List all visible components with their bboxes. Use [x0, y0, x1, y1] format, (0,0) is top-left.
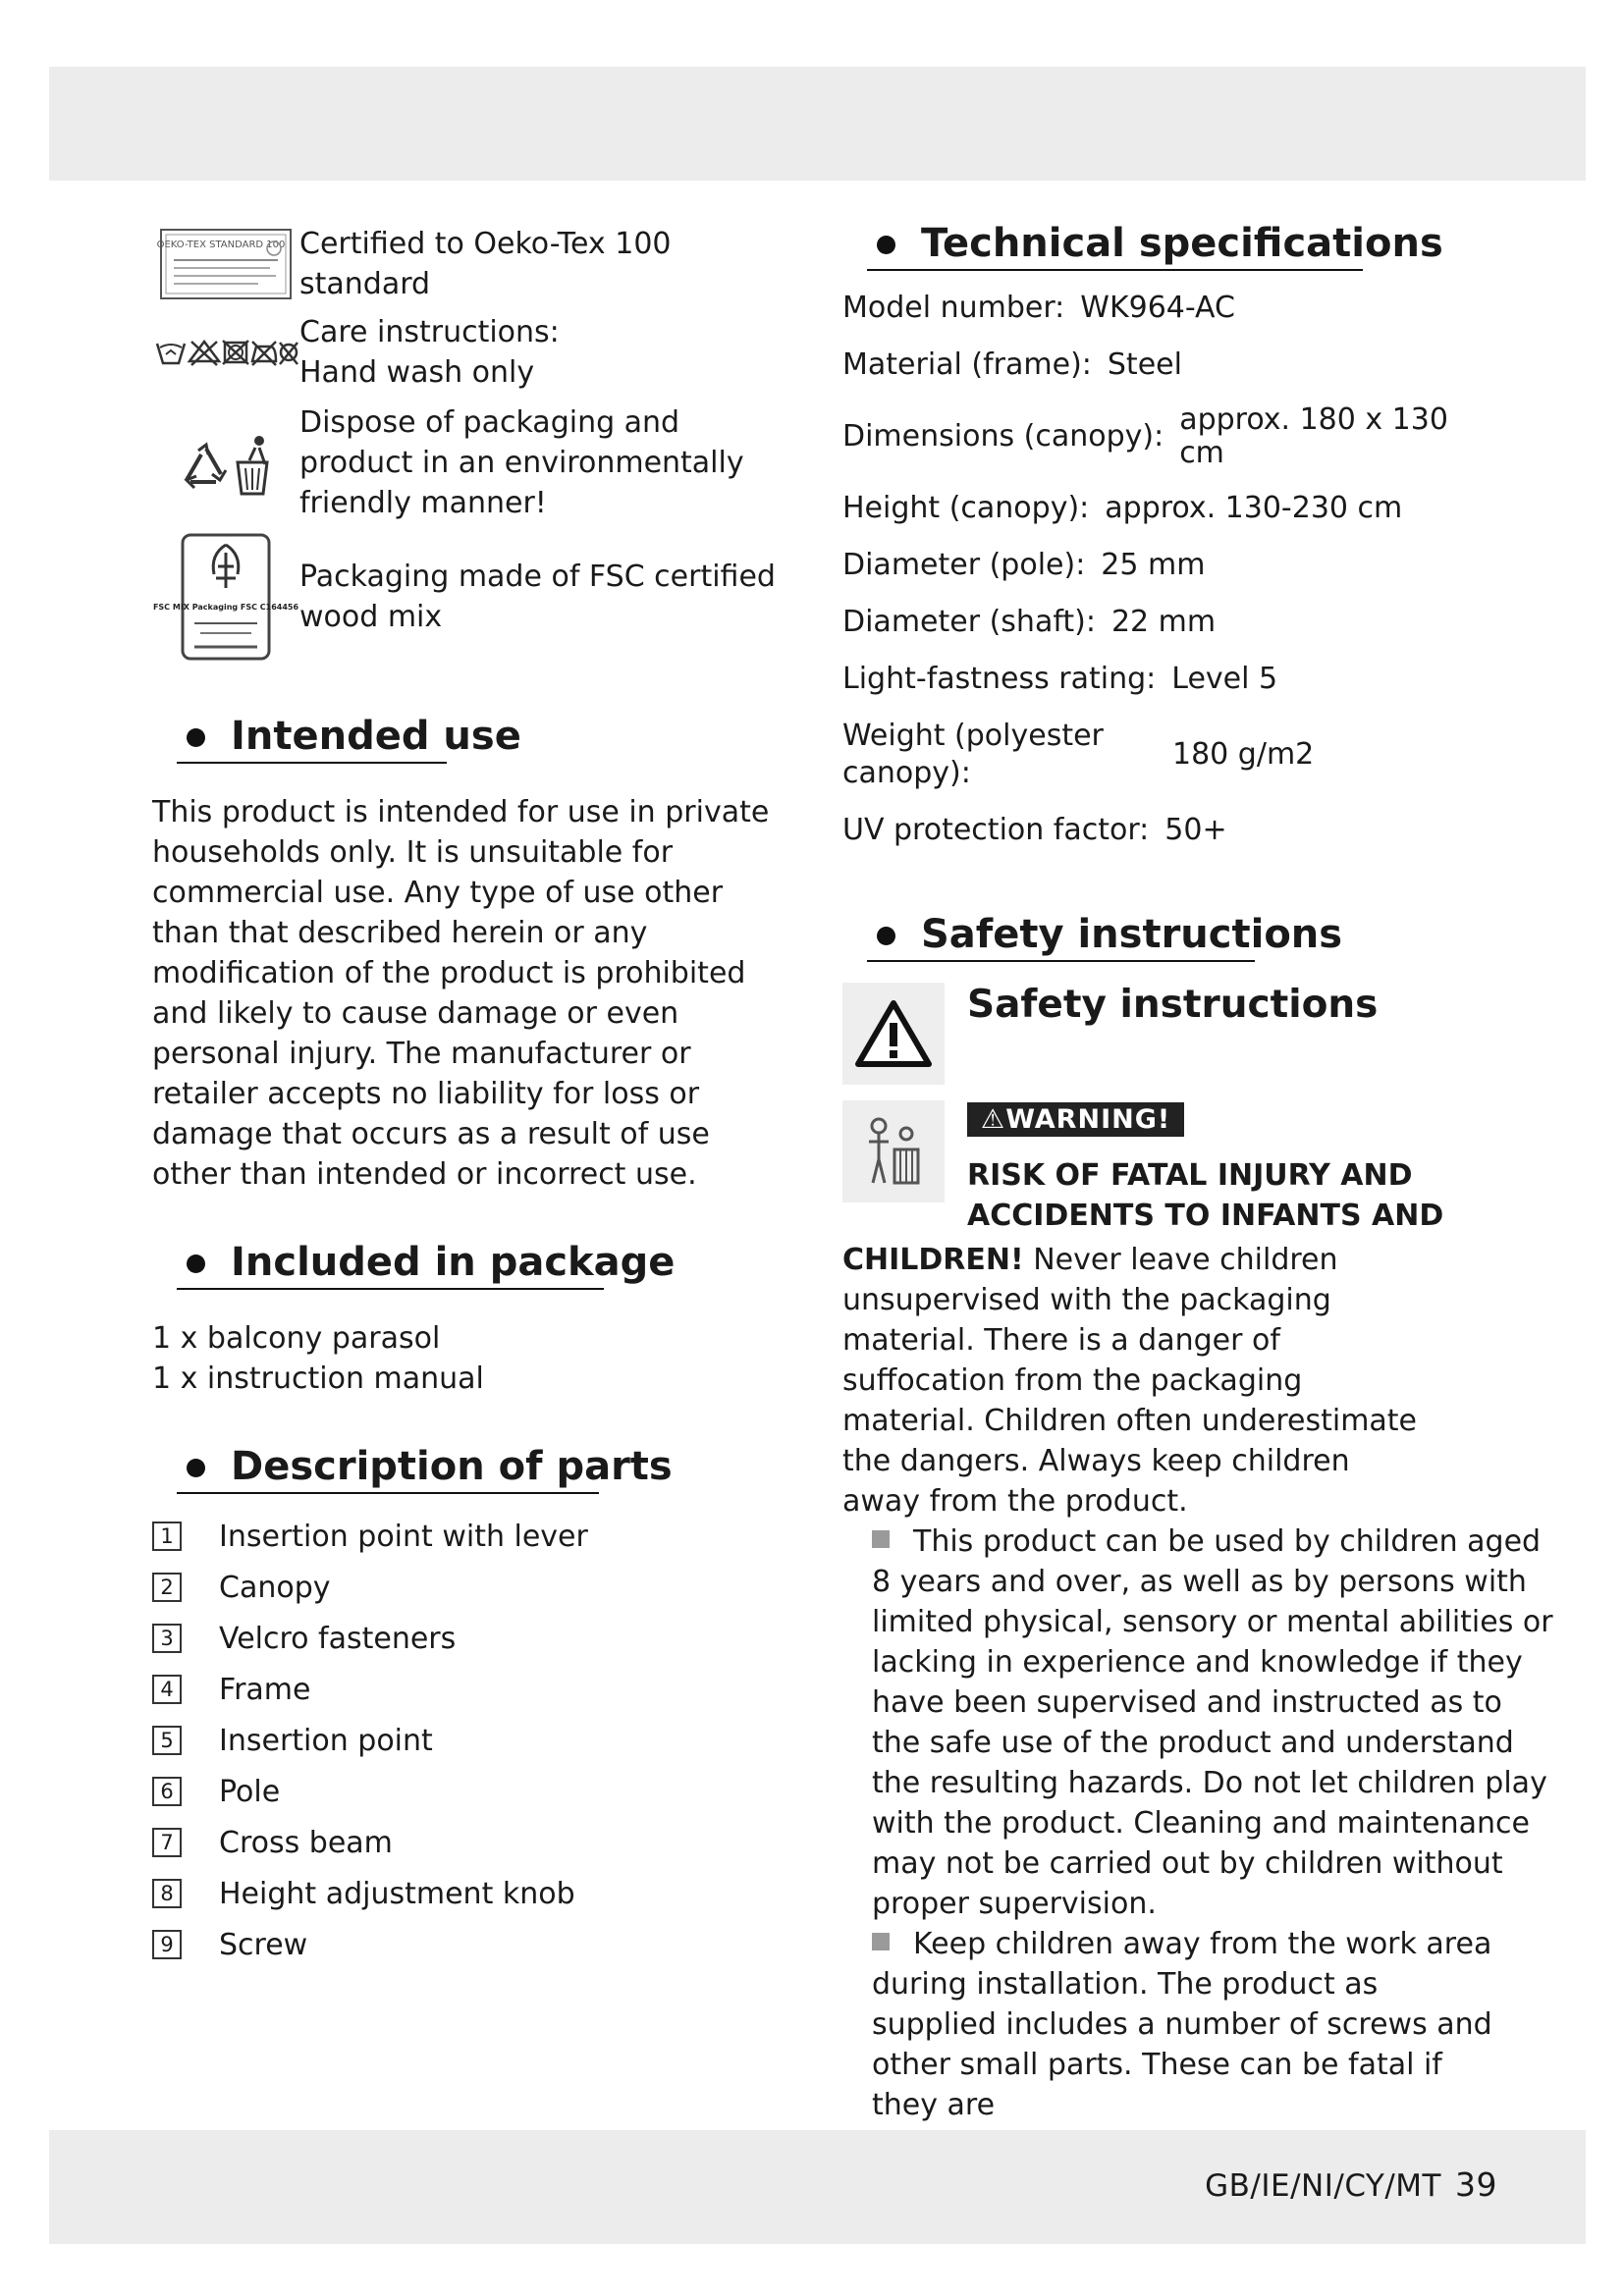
part-label: Insertion point: [219, 1723, 433, 1758]
spec-row: [842, 604, 1549, 641]
safety-bullet-text: This product can be used by children aged 8 years and over, as well as by persons with limited physical, sensory or mental abilities or lacking in experience and knowledge if they have been supervised and instructed as to the safe use of the product and understand the resulting hazards. Do not let children play with the product. Cleaning and maintenance may not be carried out by children without proper supervision.: [872, 1524, 1553, 1921]
spec-value: 25 mm: [1101, 548, 1206, 582]
parts-heading: [187, 1444, 673, 1489]
parts-heading-text: Description of parts: [231, 1444, 673, 1489]
spec-row: [842, 490, 1549, 527]
disposal-text: Dispose of packaging and product in an environmentally friendly manner!: [299, 405, 744, 520]
part-number: 4: [152, 1675, 182, 1704]
spec-label: Dimensions (canopy):: [842, 419, 1164, 454]
spec-value: WK964-AC: [1080, 291, 1235, 325]
disposal-row: [152, 402, 790, 523]
part-label: Cross beam: [219, 1825, 393, 1860]
oeko-tex-text: Certified to Oeko-Tex 100 standard: [299, 227, 672, 301]
fsc-logo-text: FSC MIX Packaging FSC C164456: [152, 603, 299, 612]
safety-block: [842, 983, 1549, 1240]
safety-bullet-text: Keep children away from the work area during installation. The product as supplied includes a number of screws and other small parts. These can be fatal if they are: [872, 1927, 1492, 2122]
spec-value: Level 5: [1171, 662, 1278, 696]
part-item: [152, 1817, 790, 1868]
part-item: [152, 1511, 790, 1562]
part-item: [152, 1766, 790, 1817]
left-column: [152, 226, 790, 1970]
part-item: [152, 1664, 790, 1715]
package-heading: [187, 1240, 675, 1285]
care-symbols-icon: [152, 338, 299, 367]
warning-badge: [967, 1102, 1184, 1137]
square-bullet-icon: [872, 1933, 890, 1950]
part-number: 8: [152, 1879, 182, 1908]
warning-badge-icon: ⚠: [981, 1104, 1006, 1135]
warning-triangle-icon: [842, 983, 945, 1085]
part-item: [152, 1868, 790, 1919]
intended-use-heading-text: Intended use: [231, 714, 521, 759]
recycling-disposal-icon: [152, 431, 299, 496]
spec-row: [842, 718, 1549, 792]
spec-row: [842, 290, 1549, 327]
spec-label: UV protection factor:: [842, 813, 1150, 847]
spec-value: 180 g/m2: [1172, 737, 1315, 772]
spec-label: Diameter (pole):: [842, 548, 1086, 582]
spec-value: approx. 130-230 cm: [1105, 491, 1403, 525]
part-label: Velcro fasteners: [219, 1621, 457, 1656]
oeko-tex-label-icon: [152, 229, 299, 299]
risk-title-1: RISK OF FATAL INJURY AND: [967, 1158, 1413, 1193]
part-number: 5: [152, 1726, 182, 1755]
part-number: 3: [152, 1624, 182, 1653]
spec-label: Diameter (shaft):: [842, 605, 1096, 639]
spec-row: [842, 812, 1549, 849]
part-label: Canopy: [219, 1570, 331, 1605]
right-column: [842, 221, 1553, 2125]
child-safety-icon: [842, 1100, 945, 1202]
footer-band: [49, 2130, 1586, 2244]
intended-use-heading: [187, 714, 521, 759]
spec-label: Light-fastness rating:: [842, 662, 1157, 696]
part-number: 7: [152, 1828, 182, 1857]
part-number: 6: [152, 1777, 182, 1806]
page-number: 39: [1455, 2165, 1497, 2204]
part-item: [152, 1613, 790, 1664]
safety-bullet: [842, 1522, 1559, 1924]
safety-subheading: Safety instructions: [967, 983, 1379, 1027]
package-item: 1 x balcony parasol: [152, 1321, 441, 1356]
safety-bullet: [842, 1924, 1500, 2125]
spec-label: Material (frame):: [842, 347, 1092, 382]
square-bullet-icon: [872, 1530, 890, 1548]
risk-text: Never leave children unsupervised with the packaging material. There is a danger of suffocation from the packaging material. Children often underestimate the dangers. Always keep children away from the product.: [842, 1243, 1418, 1519]
part-label: Frame: [219, 1672, 311, 1707]
spec-row: [842, 347, 1549, 384]
safety-heading: [877, 912, 1342, 957]
oeko-tex-label-text: OEKO-TEX STANDARD 100: [156, 240, 286, 250]
specs-heading-text: Technical specifications: [921, 221, 1443, 266]
risk-paragraph: [842, 1240, 1432, 1522]
spec-value: approx. 180 x 130 cm: [1179, 402, 1448, 470]
risk-title-3: CHILDREN!: [842, 1243, 1024, 1277]
part-label: Height adjustment knob: [219, 1876, 575, 1911]
spec-label: Weight (polyester canopy):: [842, 719, 1104, 790]
safety-heading-text: Safety instructions: [921, 912, 1343, 957]
part-label: Insertion point with lever: [219, 1519, 588, 1554]
part-item: [152, 1562, 790, 1613]
care-text: Care instructions: Hand wash only: [299, 315, 560, 390]
oeko-tex-row: [152, 226, 790, 302]
package-list: [152, 1318, 790, 1399]
package-heading-text: Included in package: [231, 1240, 676, 1285]
part-label: Screw: [219, 1927, 308, 1962]
part-number: 9: [152, 1930, 182, 1959]
fsc-row: [152, 533, 790, 661]
risk-title-2: ACCIDENTS TO INFANTS AND: [967, 1199, 1444, 1233]
part-number: 2: [152, 1573, 182, 1602]
part-number: 1: [152, 1522, 182, 1551]
intended-use-body: This product is intended for use in private households only. It is unsuitable for commercial use. Any type of use other than that described herein or any modification of the product is prohibited and likely to cause damage or even personal injury. The manufacturer or retailer accepts no liability for loss or damage that occurs as a result of use other than intended or incorrect use.: [152, 795, 770, 1192]
package-item: 1 x instruction manual: [152, 1362, 484, 1396]
spec-value: Steel: [1107, 347, 1182, 382]
specs-heading: [877, 221, 1443, 266]
part-item: [152, 1715, 790, 1766]
warning-badge-text: WARNING!: [1005, 1104, 1171, 1135]
fsc-logo-icon: [152, 533, 299, 661]
part-item: [152, 1919, 790, 1970]
fsc-text: Packaging made of FSC certified wood mix: [299, 560, 776, 634]
spec-value: 22 mm: [1110, 605, 1217, 639]
header-band: [49, 67, 1586, 181]
spec-row: [842, 403, 1549, 470]
spec-value: 50+: [1164, 813, 1227, 847]
spec-label: Height (canopy):: [842, 491, 1090, 525]
part-label: Pole: [219, 1774, 281, 1809]
spec-row: [842, 547, 1549, 584]
warning-badge-wrap: [967, 1102, 1184, 1137]
care-row: [152, 312, 790, 393]
spec-row: [842, 661, 1549, 698]
parts-list: [152, 1511, 790, 1970]
spec-label: Model number:: [842, 291, 1065, 325]
footer: [1205, 2165, 1497, 2204]
footer-region: GB/IE/NI/CY/MT: [1205, 2168, 1441, 2204]
